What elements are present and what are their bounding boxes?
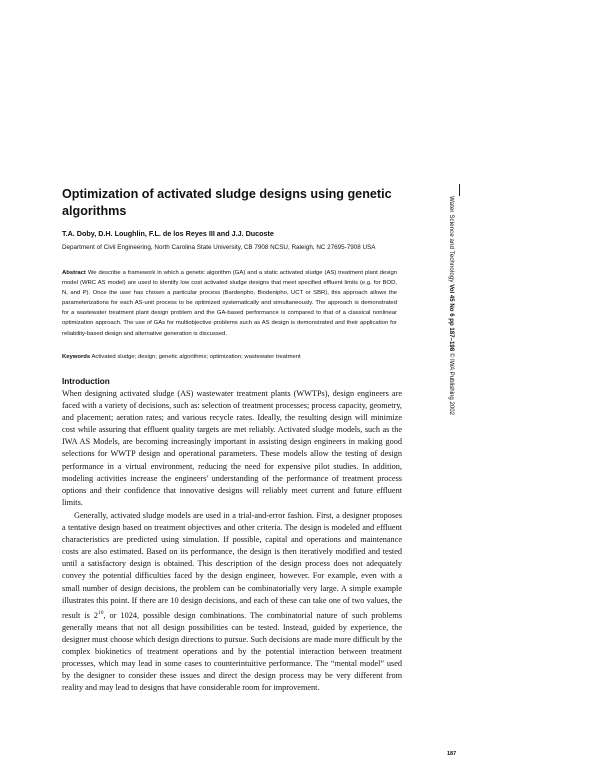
introduction-body — [62, 388, 402, 694]
paragraph-2-text: Generally, activated sludge models are used in a trial-and-error fashion. First, a designer proposes a tentative design based on treatment objectives and other criteria. The design is modeled and effluent characteristics are predicted using simulation. If possible, capital and operations and maintenance costs are also estimated. Based on its performance, the design is then iteratively modified and tested until a satisfactory design is obtained. This description of the design process does not adequately convey the potential difficulties faced by the design engineer, however. For example, even with a small number of design decisions, the problem can be combinatorially very large. A simple example illustrates this point. If there are 10 design decisions, and each of these can take one of two values, the result is 2 — [62, 510, 402, 620]
paragraph-1: When designing activated sludge (AS) wastewater treatment plants (WWTPs), design engineers are faced with a variety of decisions, such as: selection of treatment processes; process capacity, geometry, and placement; aeration rates; and various recycle rates. Ideally, the resulting design will minimize cost while assuring that effluent quality targets are met reliably. Activated sludge models, such as the IWA AS Models, are becoming increasingly important in assisting design engineers in making good selections for WWTP design and operational parameters. These models allow the testing of design performance in a virtual environment, reducing the need for expensive pilot studies. In addition, modeling activities increase the engineers' understanding of the performance of treatment process options and their confidence that innovative designs will reliably meet current and future effluent limits. — [62, 389, 402, 507]
abstract-text: We describe a framework in which a genetic algorithm (GA) and a static activated sludge (AS) treatment plant design model (WRC AS model) are used to identify low cost activated sludge designs that meet specified effluent limits (e.g. for BOD, N, and P). Once the user has chosen a particular process (Bardenpho, Biodenipho, UCT or SBR), this approach allows the parameterizations for each AS-unit process to be optimized systematically and simultaneously. The approach is demonstrated for a wastewater treatment plant design problem and the GA-based performance is compared to that of a classical nonlinear optimization approach. The use of GAs for multiobjective problems such as AS design is demonstrated and their application for reliability-based design and alternative generation is discussed. — [62, 270, 397, 337]
paragraph-2-continued: 1024, possible design combinations. The combinatorial nature of such problems generally means that not all design possibilities can be tested. Instead, guided by experience, the designer must choose which design directions to pursue. Such decisions are made more difficult by the complex biokinetics of treatment operations and by the potential interaction between treatment processes, which may lead in some cases to counterintuitive performance. The “mental model” used by the designer to consider these issues and direct the design process may be very different from reality and may lead to designs that have considerable room for improvement. — [62, 610, 403, 692]
author-list: T.A. Doby, D.H. Loughlin, F.L. de los Reyes III and J.J. Ducoste — [62, 229, 274, 238]
paper-title: Optimization of activated sludge designs using genetic algorithms — [62, 187, 392, 218]
keywords-label: Keywords — [62, 354, 91, 360]
exponent-tail: , or — [103, 610, 117, 620]
journal-name: Water Science and Technology — [448, 196, 455, 283]
affiliation: Department of Civil Engineering, North Carolina State University, CB 7908 NCSU, Raleigh, NC 27695-7908 USA — [62, 244, 376, 251]
journal-citation — [448, 196, 455, 415]
abstract-label: Abstract — [62, 270, 86, 276]
page-number: 187 — [447, 751, 457, 757]
journal-copyright: © IWA Publishing 2002 — [448, 352, 455, 416]
journal-volume: Vol 45 No 6 pp 187–198 — [448, 284, 455, 352]
keywords — [62, 352, 397, 362]
keywords-text: Activated sludge; design; genetic algorithms; optimization; wastewater treatment — [91, 354, 301, 360]
abstract — [62, 268, 397, 339]
journal-sidebar — [449, 196, 461, 446]
sidebar-rule — [459, 184, 460, 196]
exponent: 10 — [97, 609, 104, 616]
section-heading-introduction: Introduction — [62, 377, 110, 386]
paragraph-2 — [62, 510, 402, 694]
